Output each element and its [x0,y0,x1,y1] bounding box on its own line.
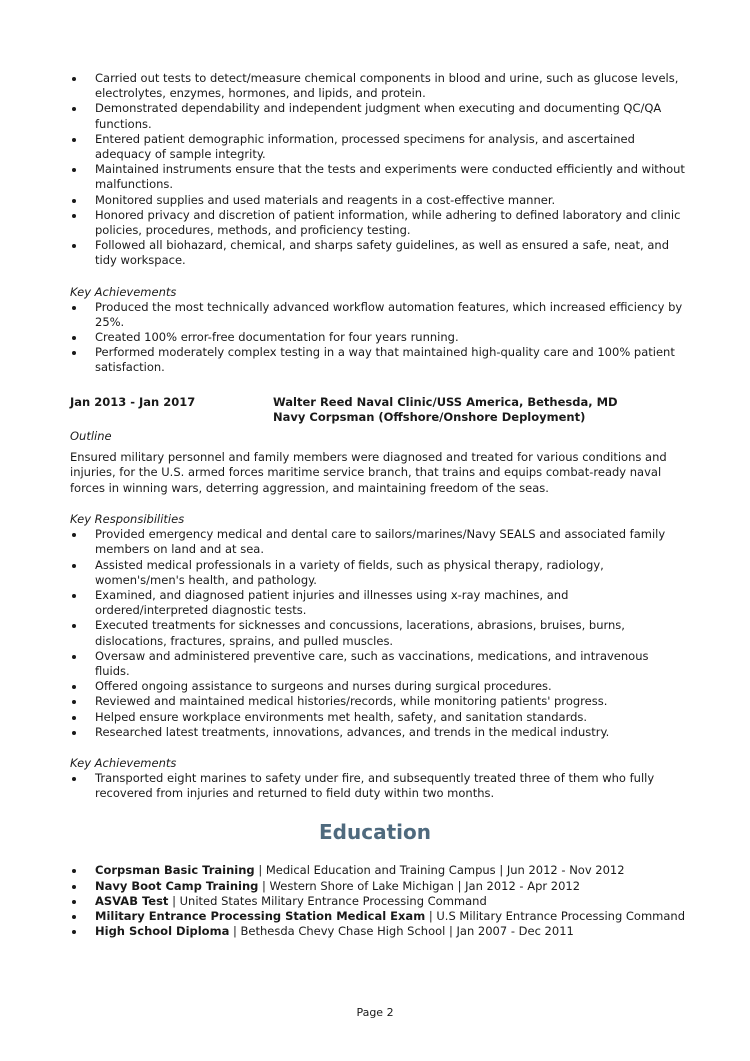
education-details: | Bethesda Chevy Chase High School | Jan 2007 - Dec 2011 [229,924,574,939]
responsibilities-list [0,527,685,740]
responsibilities-label: Key Responsibilities [70,512,185,527]
bullet-icon [72,564,76,568]
bullet-icon [72,915,76,919]
bullet-icon [72,199,76,203]
job-role: Navy Corpsman (Offshore/Onshore Deployment) [273,409,586,424]
education-name: Military Entrance Processing Station Medical Exam [95,909,426,924]
list-item: Provided emergency medical and dental care to sailors/marines/Navy SEALS and associated family members on land and at sea. [95,527,685,557]
bullet-icon [72,244,76,248]
bullet-icon [72,885,76,889]
job-header [0,395,750,427]
responsibilities-list [0,71,685,269]
education-name: High School Diploma [95,924,230,939]
achievements-label: Key Achievements [70,756,177,770]
education-details: | United States Military Entrance Processing Command [168,893,487,908]
education-title: Education [319,820,431,845]
bullet-icon [72,716,76,720]
list-item: Performed moderately complex testing in a way that maintained high-quality care and 100% patient satisfaction. [95,345,685,375]
education-name: ASVAB Test [95,893,169,908]
bullet-icon [72,731,76,735]
bullet-icon [72,214,76,218]
education-list [0,863,685,939]
education-name: Corpsman Basic Training [95,863,255,878]
outline-label: Outline [70,428,112,443]
list-item: Produced the most technically advanced workflow automation features, which increased efficiency by 25%. [95,300,685,330]
list-item: Followed all biohazard, chemical, and sharps safety guidelines, as well as ensured a safe, neat, and tidy workspace. [95,238,685,268]
bullet-icon [72,336,76,340]
list-item [95,863,685,878]
list-item: Assisted medical professionals in a variety of fields, such as physical therapy, radiology, women's/men's health, and pathology. [95,558,685,588]
bullet-icon [72,777,76,781]
list-item: Maintained instruments ensure that the tests and experiments were conducted efficiently and without malfunctions. [95,162,685,192]
education-details: | Western Shore of Lake Michigan | Jan 2012 - Apr 2012 [258,878,581,893]
bullet-icon [72,685,76,689]
page-number: Page 2 [356,1006,394,1019]
list-item: Honored privacy and discretion of patient information, while adhering to defined laboratory and clinic policies, procedures, methods, and proficiency testing. [95,208,685,238]
list-item: Reviewed and maintained medical histories/records, while monitoring patients' progress. [95,694,685,709]
list-item: Monitored supplies and used materials and reagents in a cost-effective manner. [95,193,685,208]
list-item [95,909,685,924]
list-item: Carried out tests to detect/measure chemical components in blood and urine, such as glucose levels, electrolytes, enzymes, hormones, and lipids, and protein. [95,71,685,101]
list-item: Examined, and diagnosed patient injuries and illnesses using x-ray machines, and ordered/interpreted diagnostic tests. [95,588,685,618]
list-item: Researched latest treatments, innovations, advances, and trends in the medical industry. [95,725,685,740]
list-item: Entered patient demographic information, processed specimens for analysis, and ascertained adequacy of sample integrity. [95,132,685,162]
bullet-icon [72,77,76,81]
bullet-icon [72,594,76,598]
list-item [95,879,685,894]
achievements-list [0,300,685,376]
education-details: | U.S Military Entrance Processing Command [425,909,686,924]
bullet-icon [72,900,76,904]
bullet-icon [72,655,76,659]
education-name: Navy Boot Camp Training [95,878,259,893]
list-item: Helped ensure workplace environments met health, safety, and sanitation standards. [95,710,685,725]
bullet-icon [72,869,76,873]
bullet-icon [72,351,76,355]
list-item: Executed treatments for sicknesses and concussions, lacerations, abrasions, bruises, burns, dislocations, fractures, sprains, and pulled muscles. [95,618,685,648]
job-organization: Walter Reed Naval Clinic/USS America, Bethesda, MD [273,394,618,409]
achievements-list [0,771,685,801]
list-item [95,894,685,909]
bullet-icon [72,930,76,934]
bullet-icon [72,138,76,142]
list-item: Transported eight marines to safety under fire, and subsequently treated three of them who fully recovered from injuries and returned to field duty within two months. [95,771,685,801]
bullet-icon [72,306,76,310]
achievements-label: Key Achievements [70,284,177,299]
bullet-icon [72,168,76,172]
list-item: Created 100% error-free documentation for four years running. [95,330,685,345]
outline-text: Ensured military personnel and family members were diagnosed and treated for various conditions and injuries, for the U.S. armed forces maritime service branch, that trains and equips combat-ready naval forces in winning wars, deterring aggression, and maintaining freedom of the seas. [70,449,667,495]
bullet-icon [72,700,76,704]
list-item [95,924,685,939]
bullet-icon [72,624,76,628]
bullet-icon [72,107,76,111]
education-details: | Medical Education and Training Campus | Jun 2012 - Nov 2012 [254,863,625,878]
bullet-icon [72,533,76,537]
list-item: Demonstrated dependability and independent judgment when executing and documenting QC/QA functions. [95,101,685,131]
list-item: Oversaw and administered preventive care, such as vaccinations, medications, and intravenous fluids. [95,649,685,679]
job-dates: Jan 2013 - Jan 2017 [70,394,196,409]
list-item: Offered ongoing assistance to surgeons and nurses during surgical procedures. [95,679,685,694]
